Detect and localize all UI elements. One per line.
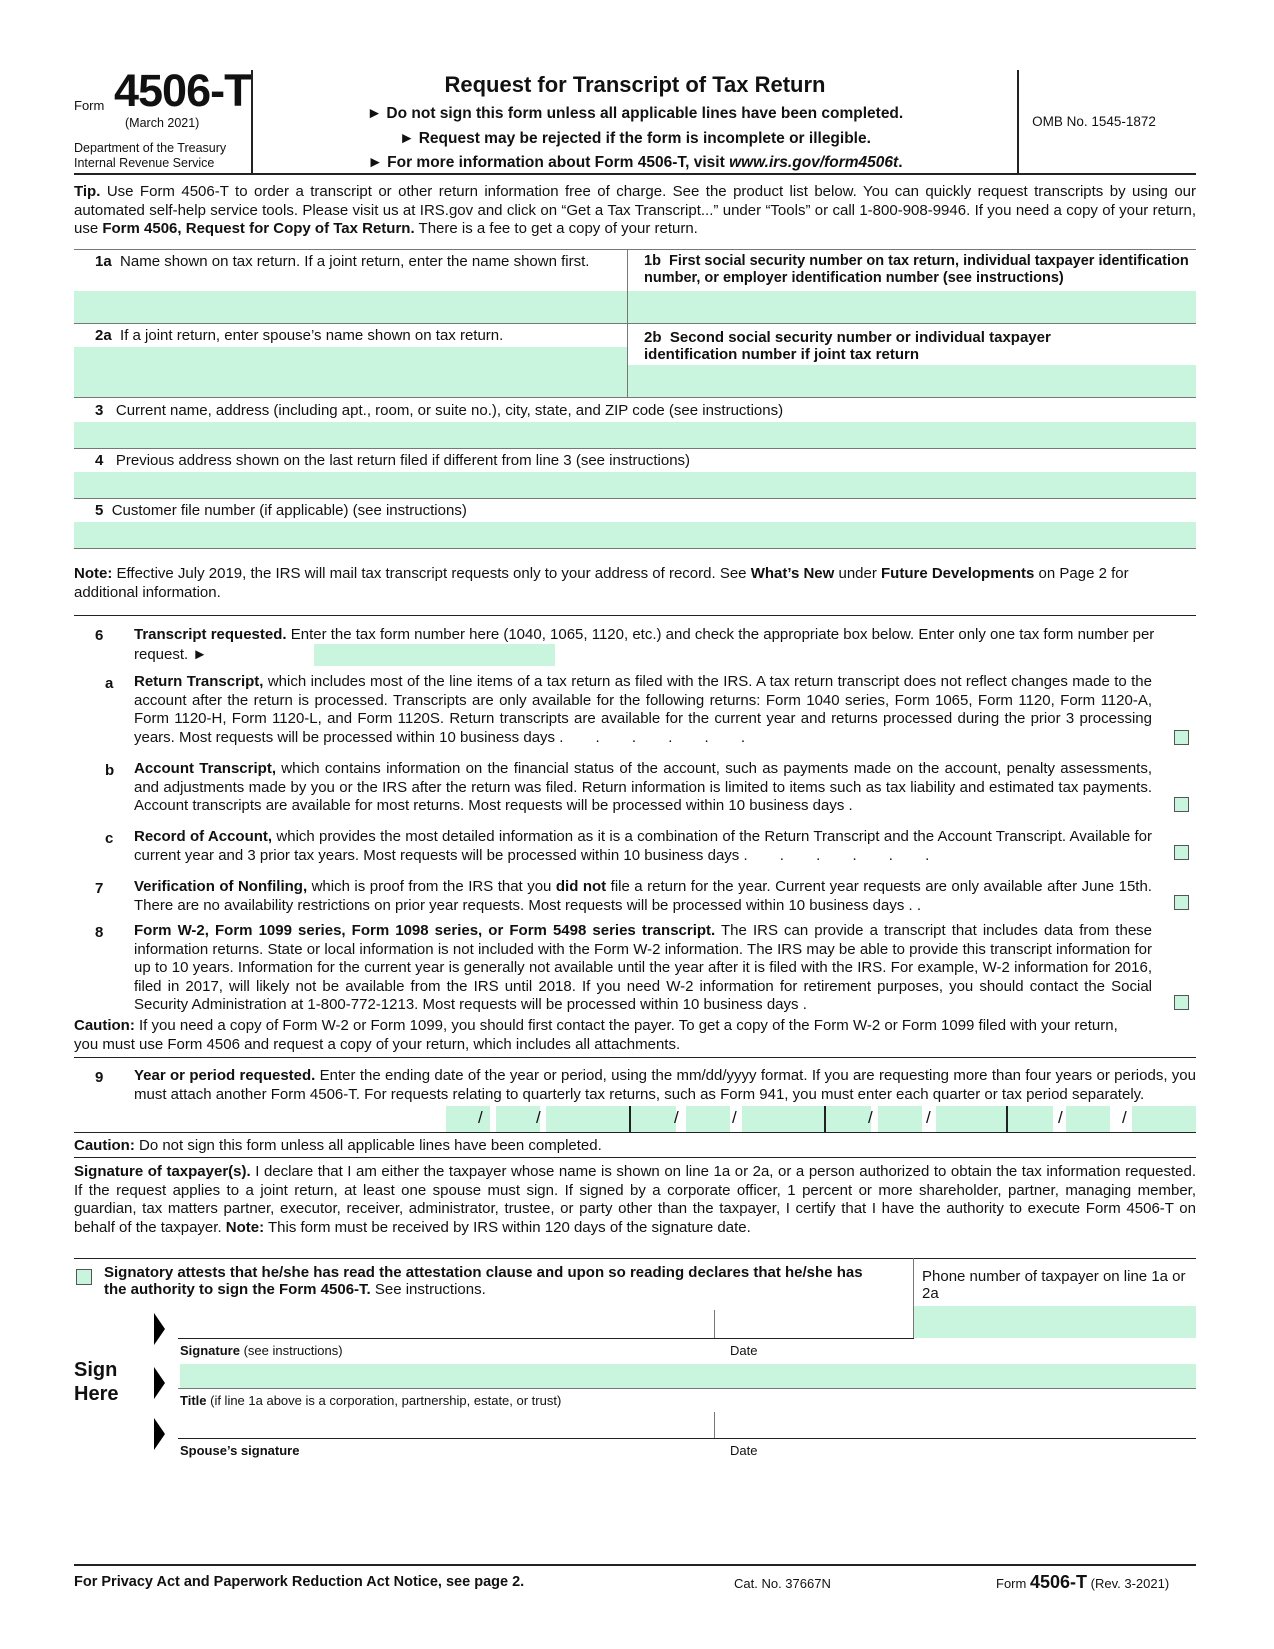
spouse-signature-field[interactable] (180, 1412, 712, 1438)
period-4-year-input[interactable] (1132, 1106, 1196, 1132)
caution-copy-w2: Caution: If you need a copy of Form W-2 or Form 1099, you should first contact the payer. To get a copy of the Form W-2 or Form 1099 filed with your return, you must use Form 4506 and request a copy of your return, which includes all attachments. (74, 1017, 1118, 1053)
line-2a-spouse-name-input[interactable] (74, 347, 627, 397)
notice-more-info: ► For more information about Form 4506-T, visit www.irs.gov/form4506t. (367, 154, 903, 171)
phone-number-input[interactable] (914, 1306, 1196, 1338)
line-7-text: Verification of Nonfiling, which is proof from the IRS that you did not file a return for the year. Current year requests are only available after June 15th. There are no availability restrictions on prior year requests. Most requests will be processed within 10 business days . . (134, 878, 1152, 914)
title-input[interactable] (180, 1364, 1196, 1388)
form-word: Form (74, 98, 105, 113)
department: Department of the Treasury (74, 141, 227, 155)
line-2b-label: 2b Second social security number or individual taxpayer identification number if joint tax return (644, 329, 1051, 363)
form-title: Request for Transcript of Tax Return (444, 72, 826, 97)
period-2-month-input[interactable] (632, 1106, 676, 1132)
notice-rejected: ► Request may be rejected if the form is incomplete or illegible. (399, 130, 871, 147)
line-3-address-input[interactable] (74, 422, 1196, 448)
spouse-date-field[interactable] (715, 1412, 1196, 1438)
period-3-year-input[interactable] (936, 1106, 1016, 1132)
signature-field[interactable] (180, 1310, 712, 1338)
signature-date-caption: Date (730, 1343, 758, 1358)
line-6a-letter: a (105, 675, 114, 692)
form-date: (March 2021) (125, 116, 200, 130)
sign-arrow-3-icon (154, 1418, 165, 1450)
line-5-customer-file-input[interactable] (74, 522, 1196, 548)
notice-do-not-sign: ► Do not sign this form unless all applicable lines have been completed. (366, 105, 904, 122)
sign-arrow-1-icon (154, 1313, 165, 1345)
tip-paragraph: Tip. Use Form 4506-T to order a transcript or other return information free of charge. See the product list below. You can quickly request transcripts by using our automated self-help service tools. Please visit us at IRS.gov and click on “Get a Tax Transcript...” under “Tools” or call 1-800-908-9946. If you need a copy of your return, use Form 4506, Request for Copy of Tax Return. There is a fee to get a copy of your return. (74, 183, 1196, 237)
line-7-number: 7 (95, 880, 104, 897)
spouse-signature-caption: Spouse’s signature (180, 1443, 300, 1458)
line-8-number: 8 (95, 924, 104, 941)
sign-arrow-2-icon (154, 1367, 165, 1399)
line-3-label: 3 Current name, address (including apt., room, or suite no.), city, state, and ZIP code (see instructions) (95, 402, 784, 419)
phone-label: Phone number of taxpayer on line 1a or 2a (922, 1268, 1186, 1302)
period-2-year-input[interactable] (742, 1106, 832, 1132)
caution-do-not-sign: Caution: Do not sign this form unless all applicable lines have been completed. (74, 1137, 602, 1154)
line-9-text: Year or period requested. Enter the ending date of the year or period, using the mm/dd/yyyy format. If you are requesting more than four years or periods, you must attach another Form 4506-T. For requests relating to quarterly tax returns, such as Form 941, you must enter each quarter or tax period separately. (134, 1067, 1196, 1103)
line-6b-text: Account Transcript, which contains information on the financial status of the account, such as payments made on the account, penalty assessments, and adjustments made by you or the IRS after the return was filed. Return information is limited to items such as tax liability and estimated tax payments. Account transcripts are available for most returns. Most requests will be processed within 10 business days . (134, 760, 1152, 814)
line-6-tax-form-number-input[interactable] (314, 644, 555, 666)
line-6a-text: Return Transcript, which includes most of the line items of a tax return as filed with the IRS. A tax return transcript does not reflect changes made to the account after the return is processed. Transcripts are only available for the following returns: Form 1040 series, Form 1065, Form 1120, Form 1120-A, Form 1120-H, Form 1120-L, and Form 1120S. Return transcripts are available for the current year and returns processed during the prior 3 processing years. Most requests will be processed within 10 business days . . . . . . (134, 673, 1152, 746)
spouse-date-caption: Date (730, 1443, 758, 1458)
line-4-label: 4 Previous address shown on the last return filed if different from line 3 (see instructions) (95, 452, 691, 469)
period-2-day-input[interactable] (686, 1106, 730, 1132)
line-2a-label: 2a If a joint return, enter spouse’s name shown on tax return. (95, 327, 504, 344)
line-9-period-inputs: / / / / / / / / (446, 1106, 1196, 1132)
line-4-previous-address-input[interactable] (74, 472, 1196, 498)
note-paragraph: Note: Effective July 2019, the IRS will mail tax transcript requests only to your address of record. See What’s New under Future Developments on Page 2 for additional information. (74, 565, 1129, 601)
line-6c-record-of-account-checkbox[interactable] (1174, 845, 1189, 860)
line-1a-label: 1a Name shown on tax return. If a joint return, enter the name shown first. (95, 253, 590, 270)
omb-number: OMB No. 1545-1872 (1032, 114, 1156, 129)
line-9-number: 9 (95, 1069, 104, 1086)
line-6b-account-transcript-checkbox[interactable] (1174, 797, 1189, 812)
line-6-number: 6 (95, 627, 104, 644)
line-5-label: 5 Customer file number (if applicable) (see instructions) (95, 502, 467, 519)
period-3-month-input[interactable] (827, 1106, 871, 1132)
line-7-verification-nonfiling-checkbox[interactable] (1174, 895, 1189, 910)
line-6b-letter: b (105, 762, 115, 779)
signature-declaration: Signature of taxpayer(s). I declare that I am either the taxpayer whose name is shown on line 1a or 2a, or a person authorized to obtain the tax information requested. If the request applies to a joint return, at least one spouse must sign. If signed by a corporate officer, 1 percent or more shareholder, partner, managing member, guardian, tax matters partner, executor, receiver, administrator, trustee, or party other than the taxpayer, I certify that I have the authority to execute Form 4506-T on behalf of the taxpayer. Note: This form must be received by IRS within 120 days of the signature date. (74, 1163, 1196, 1236)
period-4-month-input[interactable] (1009, 1106, 1053, 1132)
catalog-number: Cat. No. 37667N (734, 1576, 831, 1591)
form-number: 4506-T (114, 65, 251, 116)
attestation-checkbox[interactable] (76, 1269, 92, 1285)
irs-url-link[interactable]: www.irs.gov/form4506t (729, 154, 899, 171)
line-1a-name-input[interactable] (74, 291, 627, 323)
line-6c-letter: c (105, 830, 114, 847)
line-6-text: Transcript requested. Enter the tax form number here (1040, 1065, 1120, etc.) and check the appropriate box below. Enter only one tax form number per request. ► (134, 626, 1155, 663)
line-1b-label: 1b First social security number on tax return, individual taxpayer identification number, or employer identification number (see instructions) (644, 253, 1189, 286)
line-2b-ssn-input[interactable] (628, 365, 1196, 397)
attestation-text: Signatory attests that he/she has read the attestation clause and upon so reading declares that he/she has the authority to sign the Form 4506-T. See instructions. (104, 1264, 863, 1298)
footer-form-id: Form 4506-T (Rev. 3-2021) (996, 1572, 1170, 1592)
title-caption: Title (if line 1a above is a corporation, partnership, estate, or trust) (180, 1393, 562, 1408)
line-1b-ssn-input[interactable] (628, 291, 1196, 323)
period-4-day-input[interactable] (1066, 1106, 1110, 1132)
line-8-information-returns-checkbox[interactable] (1174, 995, 1189, 1010)
sign-here-label: Sign Here (74, 1359, 119, 1405)
period-1-year-input[interactable] (546, 1106, 636, 1132)
signature-caption: Signature (see instructions) (180, 1343, 343, 1358)
signature-date-field[interactable] (715, 1310, 913, 1338)
privacy-notice: For Privacy Act and Paperwork Reduction Act Notice, see page 2. (74, 1574, 525, 1590)
line-8-text: Form W-2, Form 1099 series, Form 1098 series, or Form 5498 series transcript. The IRS can provide a transcript that includes data from these information returns. State or local information is not included with the Form W-2 information. The IRS may be able to provide this transcript information for up to 10 years. Information for the current year is generally not available until the year after it is filed with the IRS. For example, W-2 information for 2016, filed in 2017, will likely not be available from the IRS until 2018. If you need W-2 information for retirement purposes, you should contact the Social Security Administration at 1-800-772-1213. Most requests will be processed within 10 business days . (134, 922, 1152, 1013)
agency: Internal Revenue Service (74, 156, 215, 170)
period-1-day-input[interactable] (496, 1106, 540, 1132)
period-1-month-input[interactable] (446, 1106, 490, 1132)
line-6c-text: Record of Account, which provides the most detailed information as it is a combination of the Return Transcript and the Account Transcript. Available for current year and 3 prior tax years. Most requests will be processed within 10 business days . . . . . . (134, 828, 1152, 864)
line-6a-return-transcript-checkbox[interactable] (1174, 730, 1189, 745)
period-3-day-input[interactable] (878, 1106, 922, 1132)
